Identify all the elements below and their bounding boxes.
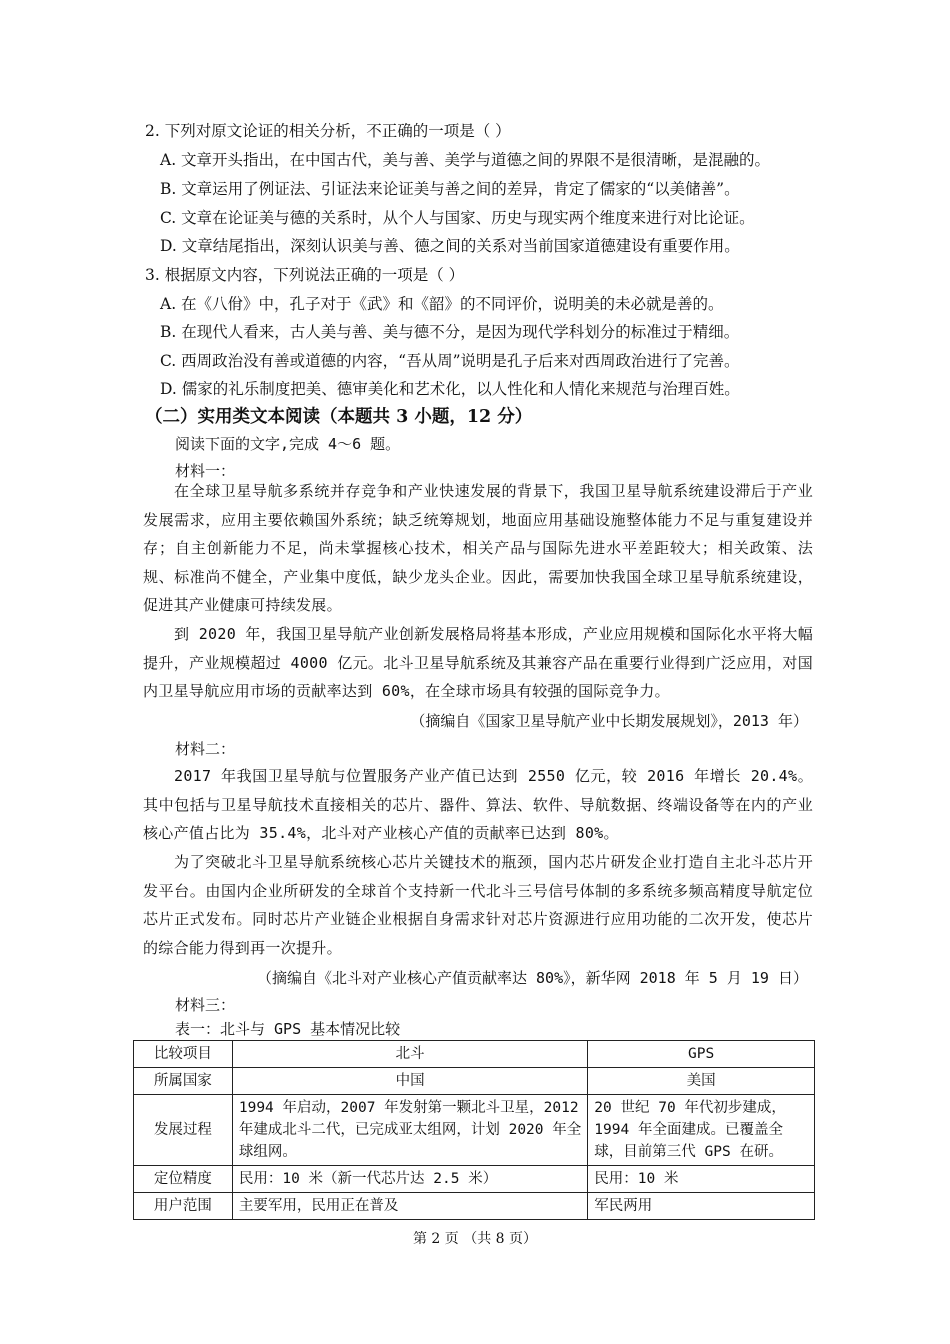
question-2-stem: 2. 下列对原文论证的相关分析，不正确的一项是（ ） — [145, 122, 511, 140]
section-instruction: 阅读下面的文字,完成 4～6 题。 — [175, 435, 401, 453]
table-header-cell: GPS — [588, 1041, 815, 1068]
table-cell: 1994 年启动，2007 年发射第一颗北斗卫星，2012 年建成北斗二代，已完成亚太组网，计划 2020 年全球组网。 — [232, 1095, 587, 1166]
page-footer: 第 2 页 （共 8 页） — [412, 1231, 538, 1247]
table-header-row — [134, 1041, 815, 1068]
section-heading: （二）实用类文本阅读（本题共 3 小题，12 分） — [145, 407, 533, 427]
question-2-option-b: B. 文章运用了例证法、引证法来论证美与善之间的差异，肯定了儒家的“以美储善”。 — [160, 180, 740, 198]
material-2-paragraph-2: 为了突破北斗卫星导航系统核心芯片关键技术的瓶颈，国内芯片研发企业打造自主北斗芯片开发平台。由国内企业所研发的全球首个支持新一代北斗三号信号体制的多系统多频高精度导航定位芯片正式发布。同时芯片产业链企业根据自身需求针对芯片资源进行应用功能的二次开发，使芯片的综合能力得到再一次提升。 — [143, 853, 813, 957]
table-row — [134, 1095, 815, 1166]
table-cell: 20 世纪 70 年代初步建成，1994 年全面建成。已覆盖全球，目前第三代 GPS 在研。 — [588, 1095, 815, 1166]
comparison-table — [133, 1040, 815, 1220]
question-3-option-c: C. 西周政治没有善或道德的内容，“吾从周”说明是孔子后来对西周政治进行了完善。 — [160, 352, 740, 370]
table-cell: 所属国家 — [134, 1068, 233, 1095]
question-3-option-d: D. 儒家的礼乐制度把美、德审美化和艺术化，以人性化和人情化来规范与治理百姓。 — [160, 380, 740, 398]
question-2-option-c: C. 文章在论证美与德的关系时，从个人与国家、历史与现实两个维度来进行对比论证。 — [160, 209, 755, 227]
table-cell: 主要军用，民用正在普及 — [232, 1193, 587, 1220]
material-3-label: 材料三： — [175, 996, 236, 1014]
question-2-option-a: A. 文章开头指出，在中国古代，美与善、美学与道德之间的界限不是很清晰，是混融的。 — [160, 151, 771, 169]
material-1-paragraph-2: 到 2020 年，我国卫星导航产业创新发展格局将基本形成，产业应用规模和国际化水平将大幅提升，产业规模超过 4000 亿元。北斗卫星导航系统及其兼容产品在重要行业得到广泛应用，对国内卫星导航应用市场的贡献率达到 60%，在全球市场具有较强的国际竞争力。 — [143, 625, 813, 701]
table-cell: 中国 — [232, 1068, 587, 1095]
table-row — [134, 1166, 815, 1193]
table-cell: 用户范围 — [134, 1193, 233, 1220]
table-header-cell: 北斗 — [232, 1041, 587, 1068]
table-header-cell: 比较项目 — [134, 1041, 233, 1068]
table-row — [134, 1068, 815, 1095]
material-2-source: （摘编自《北斗对产业核心产值贡献率达 80%》，新华网 2018 年 5 月 19 日） — [256, 969, 808, 987]
question-2-option-d: D. 文章结尾指出，深刻认识美与善、德之间的关系对当前国家道德建设有重要作用。 — [160, 237, 740, 255]
material-2-paragraph-1: 2017 年我国卫星导航与位置服务产业产值已达到 2550 亿元，较 2016 年增长 20.4%。其中包括与卫星导航技术直接相关的芯片、器件、算法、软件、导航数据、终端设备等在内的产业核心产值占比为 35.4%，北斗对产业核心产值的贡献率已达到 80%。 — [143, 767, 813, 843]
material-1-label: 材料一： — [175, 462, 236, 480]
material-2-label: 材料二： — [175, 740, 236, 758]
table-cell: 民用：10 米 — [588, 1166, 815, 1193]
material-1-source: （摘编自《国家卫星导航产业中长期发展规划》，2013 年） — [410, 712, 808, 730]
table-cell: 军民两用 — [588, 1193, 815, 1220]
question-3-option-b: B. 在现代人看来，古人美与善、美与德不分，是因为现代学科划分的标准过于精细。 — [160, 323, 740, 341]
table-row — [134, 1193, 815, 1220]
question-3-stem: 3. 根据原文内容，下列说法正确的一项是（ ） — [145, 266, 465, 284]
question-3-option-a: A. 在《八佾》中，孔子对于《武》和《韶》的不同评价，说明美的未必就是善的。 — [160, 295, 724, 313]
table-title: 表一：北斗与 GPS 基本情况比较 — [175, 1020, 401, 1038]
table-cell: 民用：10 米（新一代芯片达 2.5 米） — [232, 1166, 587, 1193]
material-1-paragraph-1: 在全球卫星导航多系统并存竞争和产业快速发展的背景下，我国卫星导航系统建设滞后于产业发展需求，应用主要依赖国外系统；缺乏统筹规划，地面应用基础设施整体能力不足与重复建设并存；自主创新能力不足，尚未掌握核心技术，相关产品与国际先进水平差距较大；相关政策、法规、标准尚不健全，产业集中度低，缺少龙头企业。因此，需要加快我国全球卫星导航系统建设，促进其产业健康可持续发展。 — [143, 482, 813, 615]
table-cell: 美国 — [588, 1068, 815, 1095]
table-cell: 发展过程 — [134, 1095, 233, 1166]
table-cell: 定位精度 — [134, 1166, 233, 1193]
